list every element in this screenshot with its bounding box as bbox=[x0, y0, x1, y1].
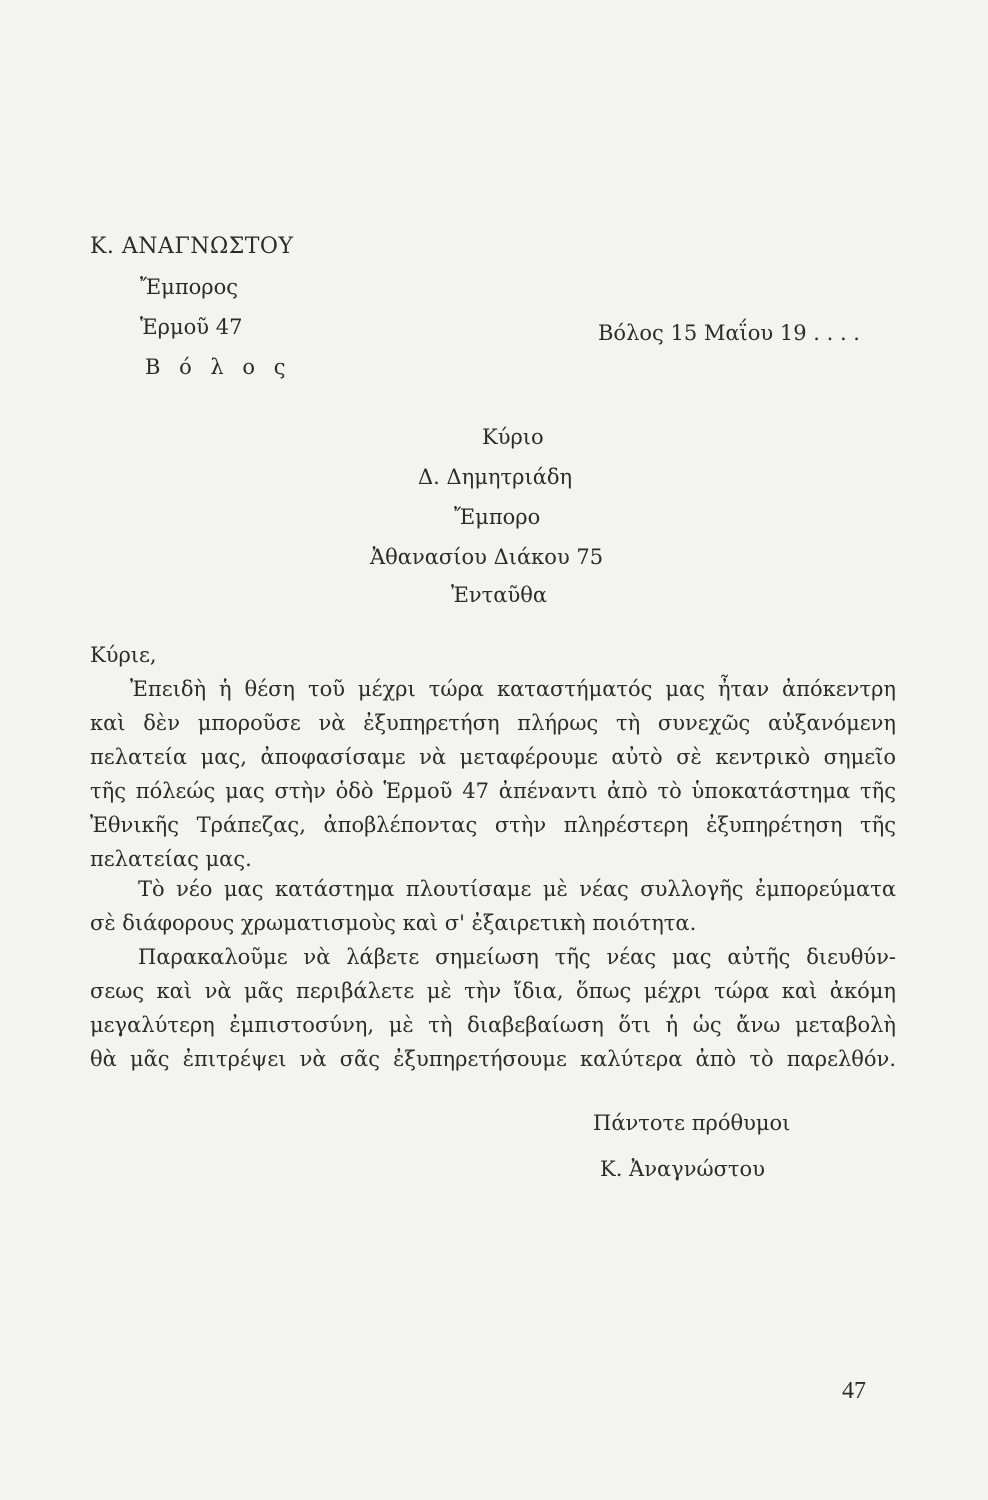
recipient-title: Κύριο bbox=[482, 425, 544, 449]
body-line: Τὸ νέο μας κατάστημα πλουτίσαμε μὲ νέας συλλογῆς ἐμπορεύματα bbox=[138, 877, 896, 901]
body-line: Παρακαλοῦμε νὰ λάβετε σημείωση τῆς νέας μας αὐτῆς διευθύν- bbox=[138, 945, 896, 969]
body-paragraph-2 bbox=[90, 872, 896, 940]
page-number: 47 bbox=[842, 1378, 866, 1404]
sender-name: Κ. ΑΝΑΓΝΩΣΤΟΥ bbox=[90, 234, 294, 259]
recipient-occupation: Ἔμπορο bbox=[454, 505, 541, 529]
recipient-name: Δ. Δημητριάδη bbox=[418, 465, 573, 489]
body-line: Ἐπειδὴ ἡ θέση τοῦ μέχρι τώρα καταστήματός μας ἦταν ἀπόκεντρη bbox=[130, 677, 896, 701]
sender-occupation: Ἔμπορος bbox=[140, 275, 239, 299]
body-line: θὰ μᾶς ἐπιτρέψει νὰ σᾶς ἐξυπηρετήσουμε καλύτερα ἀπὸ τὸ παρελθόν. bbox=[90, 1047, 896, 1071]
body-line: καὶ δὲν μποροῦσε νὰ ἐξυπηρετήση πλήρως τὴ συνεχῶς αὐξανόμενη bbox=[90, 711, 896, 735]
letter-date: Βόλος 15 Μαΐου 19 . . . . bbox=[598, 321, 860, 345]
body-line: σεως καὶ νὰ μᾶς περιβάλετε μὲ τὴν ἴδια, ὅπως μέχρι τώρα καὶ ἀκόμη bbox=[90, 979, 896, 1003]
body-line: σὲ διάφορους χρωματισμοὺς καὶ σ' ἐξαιρετικὴ ποιότητα. bbox=[90, 911, 697, 935]
body-line: πελατείας μας. bbox=[90, 847, 252, 871]
body-line: τῆς πόλεώς μας στὴν ὁδὸ Ἑρμοῦ 47 ἀπέναντι ἀπὸ τὸ ὑποκατάστημα τῆς bbox=[90, 779, 896, 803]
sender-street: Ἑρμοῦ 47 bbox=[140, 315, 243, 339]
salutation: Κύριε, bbox=[90, 643, 157, 667]
recipient-city: Ἐνταῦθα bbox=[451, 583, 548, 607]
closing-phrase: Πάντοτε πρόθυμοι bbox=[593, 1111, 791, 1135]
recipient-street: Ἀθανασίου Διάκου 75 bbox=[370, 545, 604, 569]
body-line: Ἐθνικῆς Τράπεζας, ἀποβλέποντας στὴν πληρέστερη ἐξυπηρέτηση τῆς bbox=[90, 813, 896, 837]
body-paragraph-3 bbox=[90, 940, 896, 1076]
body-line: πελατεία μας, ἀποφασίσαμε νὰ μεταφέρουμε αὐτὸ σὲ κεντρικὸ σημεῖο bbox=[90, 745, 896, 769]
sender-city: Β ό λ ο ς bbox=[145, 355, 292, 379]
body-line: μεγαλύτερη ἐμπιστοσύνη, μὲ τὴ διαβεβαίωση ὅτι ἡ ὡς ἄνω μεταβολὴ bbox=[90, 1013, 896, 1037]
closing-signature: Κ. Ἀναγνώστου bbox=[600, 1157, 765, 1181]
body-paragraph-1 bbox=[90, 672, 896, 876]
